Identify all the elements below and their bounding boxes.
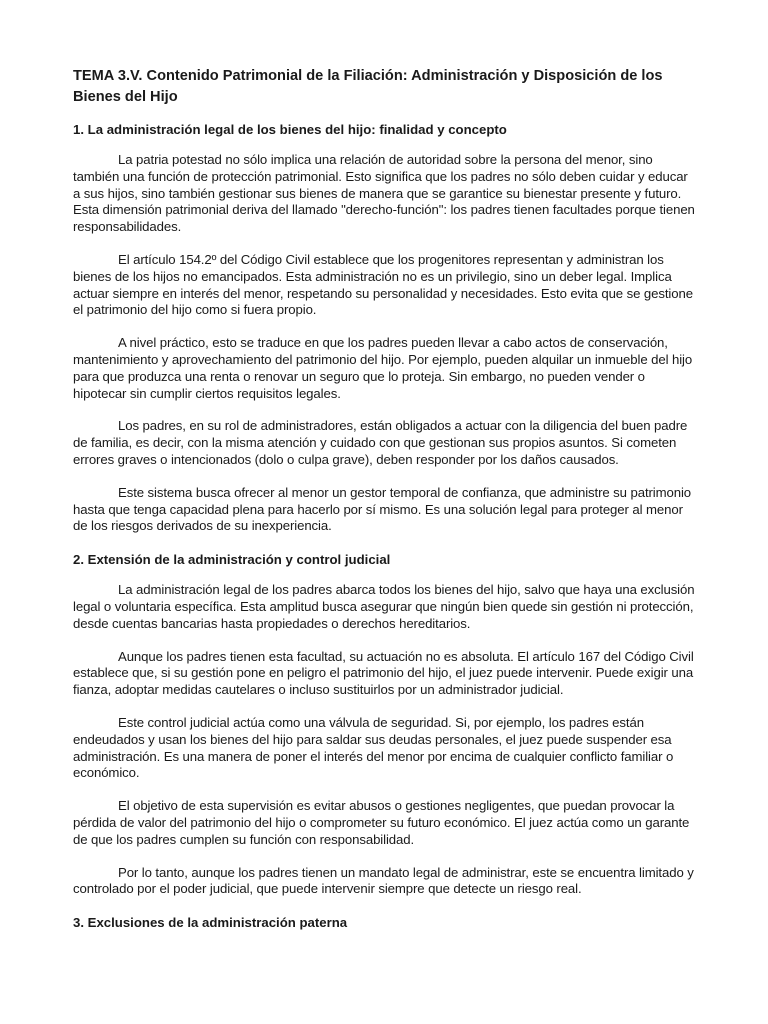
- paragraph: A nivel práctico, esto se traduce en que los padres pueden llevar a cabo actos de conservación, mantenimiento y aprovechamiento del patrimonio del hijo. Por ejemplo, pueden alquilar un inmueble del hijo para que produzca una renta o renovar un seguro que lo proteja. Sin embargo, no pueden vender o hipotecar sin cumplir ciertos requisitos legales.: [73, 335, 693, 401]
- paragraph: El objetivo de esta supervisión es evitar abusos o gestiones negligentes, que puedan provocar la pérdida de valor del patrimonio del hijo o comprometer su futuro económico. El juez actúa como un garante de que los padres cumplen su función con responsabilidad.: [73, 798, 690, 847]
- paragraph: Aunque los padres tienen esta facultad, su actuación no es absoluta. El artículo 167 del Código Civil establece que, si su gestión pone en peligro el patrimonio del hijo, el juez puede intervenir. Puede exigir una fianza, adoptar medidas cautelares o incluso sustituirlos por un administrador judicial.: [73, 648, 694, 698]
- paragraph: Por lo tanto, aunque los padres tienen un mandato legal de administrar, este se encuentra limitado y controlado por el poder judicial, que puede intervenir siempre que detecte un riesgo real.: [73, 864, 694, 897]
- paragraph: Los padres, en su rol de administradores, están obligados a actuar con la diligencia del buen padre de familia, es decir, con la misma atención y cuidado con que gestionan sus propios asuntos. Si cometen errores graves o intencionados (dolo o culpa grave), deben responder por los daños causados.: [73, 418, 688, 467]
- document-page: [73, 66, 698, 945]
- section-3: [73, 914, 698, 931]
- document-title: TEMA 3.V. Contenido Patrimonial de la Filiación: Administración y Disposición de los Bienes del Hijo: [73, 68, 663, 105]
- section-1: [73, 121, 698, 535]
- paragraph: La patria potestad no sólo implica una relación de autoridad sobre la persona del menor, sino también una función de protección patrimonial. Esto significa que los padres no sólo deben cuidar y educar a sus hijos, sino también gestionar sus bienes de manera que se garantice su bienestar presente y futuro. Esta dimensión patrimonial deriva del llamado "derecho-función": los padres tienen facultades porque tienen responsabilidades.: [73, 152, 695, 235]
- paragraph: La administración legal de los padres abarca todos los bienes del hijo, salvo que haya una exclusión legal o voluntaria específica. Esta amplitud busca asegurar que ningún bien quede sin gestión ni protección, desde cuentas bancarias hasta propiedades o derechos hereditarios.: [73, 582, 695, 631]
- section-heading: 1. La administración legal de los bienes del hijo: finalidad y concepto: [73, 122, 507, 137]
- section-heading: 2. Extensión de la administración y control judicial: [73, 552, 391, 568]
- paragraph: Este sistema busca ofrecer al menor un gestor temporal de confianza, que administre su patrimonio hasta que tenga capacidad plena para hacerlo por sí mismo. Es una solución legal para proteger al menor de los riesgos derivados de su inexperiencia.: [73, 484, 692, 534]
- section-2: [73, 551, 698, 898]
- paragraph: El artículo 154.2º del Código Civil establece que los progenitores representan y administran los bienes de los hijos no emancipados. Esta administración no es un privilegio, sino un deber legal. Implica actuar siempre en interés del menor, respetando su personalidad y necesidades. Esto evita que se gestione el patrimonio del hijo como si fuera propio.: [73, 251, 693, 318]
- section-heading: 3. Exclusiones de la administración paterna: [73, 915, 348, 931]
- paragraph: Este control judicial actúa como una válvula de seguridad. Si, por ejemplo, los padres están endeudados y usan los bienes del hijo para saldar sus deudas personales, el juez puede suspender esa administración. Es una manera de poner el interés del menor por encima de cualquier conflicto familiar o económico.: [73, 714, 674, 781]
